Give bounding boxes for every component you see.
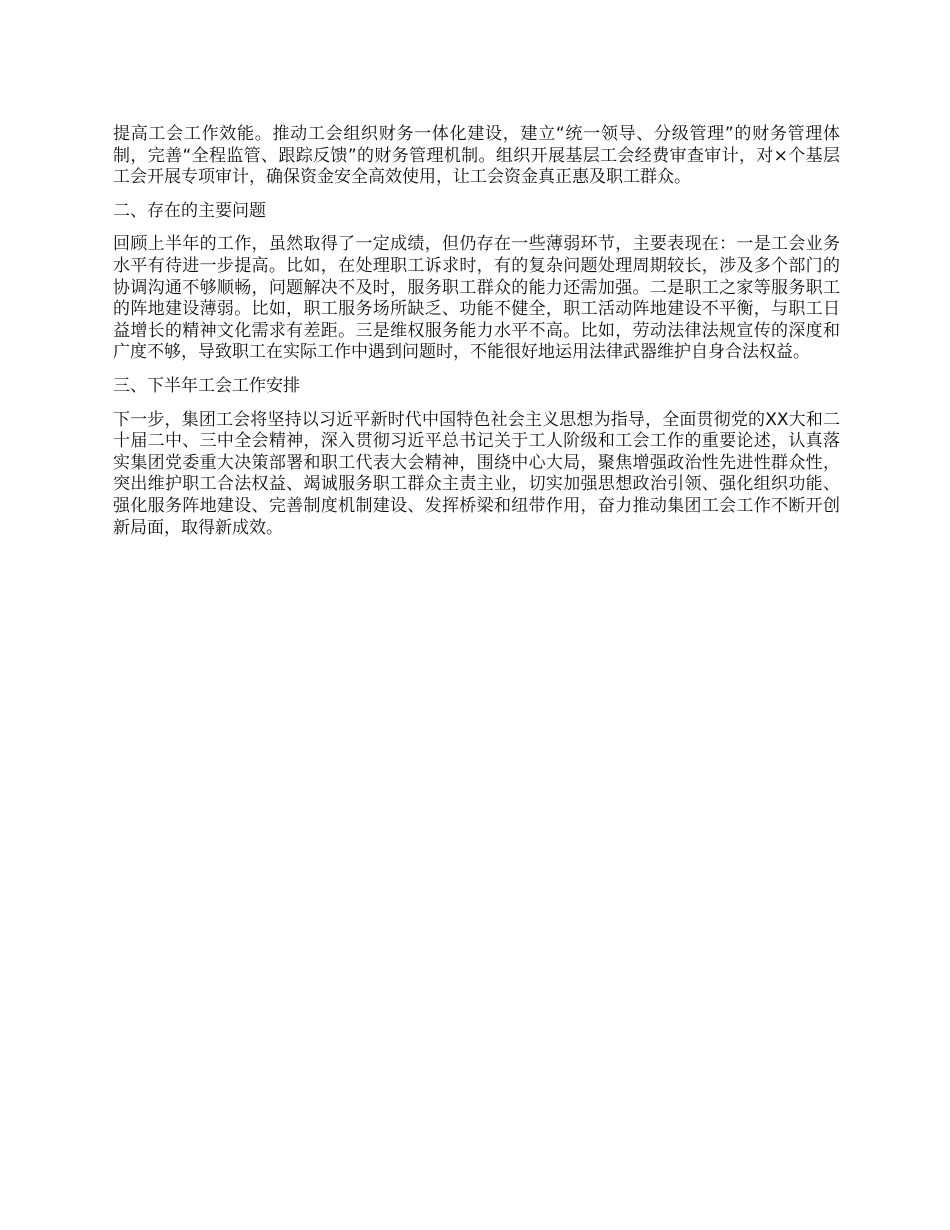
paragraph-main-problems: 回顾上半年的工作，虽然取得了一定成绩，但仍存在一些薄弱环节，主要表现在：一是工会业务水平有待进一步提高。比如，在处理职工诉求时，有的复杂问题处理周期较长，涉及多个部门的协调沟通不够顺畅，问题解决不及时，服务职工群众的能力还需加强。二是职工之家等服务职工的阵地建设薄弱。比如，职工服务场所缺乏、功能不健全，职工活动阵地建设不平衡，与职工日益增长的精神文化需求有差距。三是维权服务能力水平不高。比如，劳动法律法规宣传的深度和广度不够，导致职工在实际工作中遇到问题时，不能很好地运用法律武器维护自身合法权益。 <box>113 234 840 363</box>
heading-second-half-plan: 三、下半年工会工作安排 <box>113 375 300 396</box>
heading-main-problems: 二、存在的主要问题 <box>113 200 266 221</box>
paragraph-second-half-plan: 下一步，集团工会将坚持以习近平新时代中国特色社会主义思想为指导，全面贯彻党的XX大和二十届二中、三中全会精神，深入贯彻习近平总书记关于工人阶级和工会工作的重要论述，认真落实集团党委重大决策部署和职工代表大会精神，围绕中心大局，聚焦增强政治性先进性群众性，突出维护职工合法权益、竭诚服务职工群众主责主业，切实加强思想政治引领、强化组织功能、强化服务阵地建设、完善制度机制建设、发挥桥梁和纽带作用，奋力推动集团工会工作不断开创新局面，取得新成效。 <box>113 409 840 538</box>
paragraph-finance-management: 提高工会工作效能。推动工会组织财务一体化建设，建立“统一领导、分级管理”的财务管理体制，完善“全程监管、跟踪反馈”的财务管理机制。组织开展基层工会经费审查审计，对×个基层工会开展专项审计，确保资金安全高效使用，让工会资金真正惠及职工群众。 <box>113 124 840 188</box>
document-page <box>113 124 840 539</box>
